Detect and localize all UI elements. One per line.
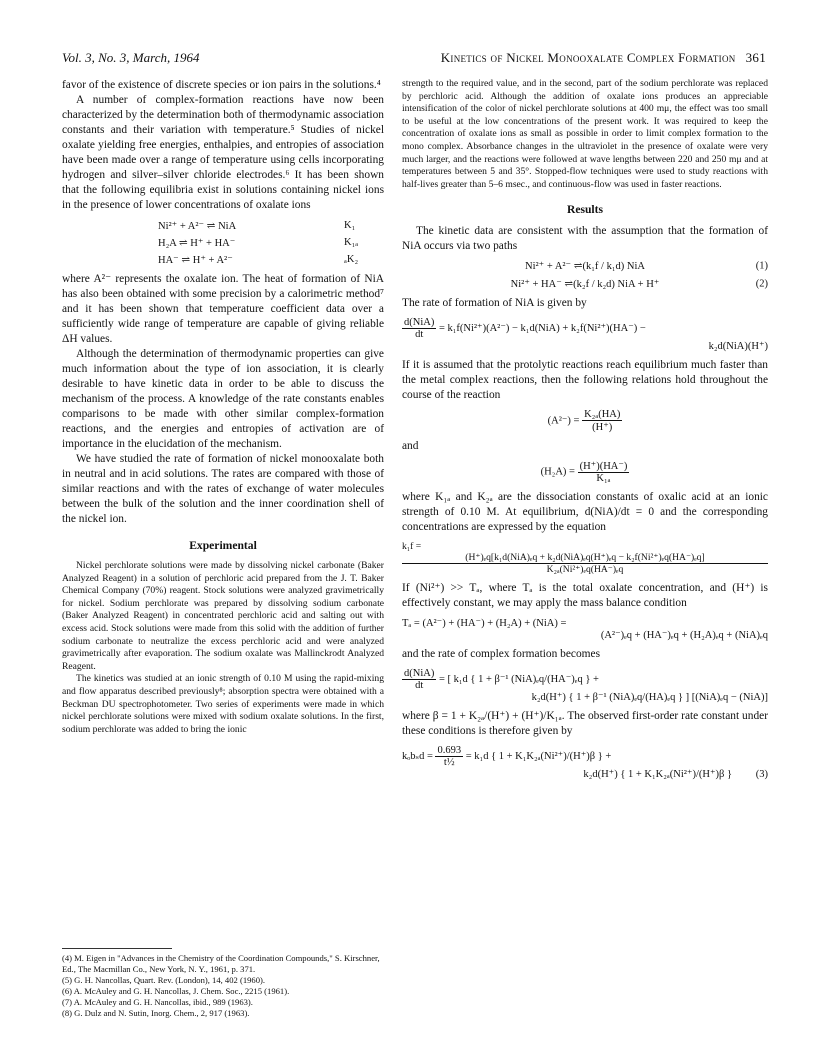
denominator: t½ (443, 757, 455, 769)
fraction (402, 668, 436, 691)
fraction (402, 317, 436, 340)
equation-term: k₁f = (402, 541, 422, 553)
equation-continuation: (A²⁻)ₑq + (HA⁻)ₑq + (H₂A)ₑq + (NiA)ₑq (600, 630, 768, 642)
paragraph: The kinetic data are consistent with the assumption that the formation of NiA occurs via two paths (402, 225, 768, 253)
footnote: (4) M. Eigen in "Advances in the Chemistry of the Coordination Compounds," S. Kirschner, Ed., The Macmillan Co., New York, N. Y., 1961, p. 371. (62, 953, 380, 974)
paragraph: strength to the required value, and in the second, part of the sodium perchlorate was replaced by perchloric acid. Although the addition of oxalate ions produces an appreciable intensification of the color of nickel perchlorate solutions at 400 mμ, the effect was too small to be useful at the low concentrations of the present work. It was required to keep the concentration of oxalate ions as small as possible in order to limit complex formation to the mono complex. Absorbance changes in the ultraviolet in the presence of oxalate were very much larger, and the reactions were followed at wave lengths between 220 and 250 mμ and at temperatures between 5 and 35°. Stopped-flow techniques were used to study reactions with half-lives greater than 5–6 msec., and continuous-flow was used in faster reactions. (402, 78, 768, 190)
section-heading-experimental: Experimental (189, 539, 257, 552)
equation-term: = k₁f(Ni²⁺)(A²⁻) − k₁d(NiA) + k₂f(Ni²⁺)(HA⁻) − (438, 323, 646, 335)
equilibrium-equation: H₂A ⇌ H⁺ + HA⁻ (158, 237, 236, 249)
paragraph: and (402, 440, 419, 453)
fraction (435, 745, 463, 768)
equilibrium-equation: Ni²⁺ + A²⁻ ⇌ NiA (158, 220, 237, 232)
denominator: dt (415, 680, 424, 692)
rate-equation (402, 317, 768, 352)
numerator: d(NiA) (404, 317, 435, 329)
paragraph: We have studied the rate of formation of nickel monooxalate both in neutral and in acid solutions. The rates are compared with those of similar reactions and with the rates of exchange of water molecules between the bulk of the solution and the inner coordination shell of the nickel ion. (62, 453, 384, 525)
equation-term: Tₐ = (A²⁻) + (HA⁻) + (H₂A) + (NiA) = (402, 618, 567, 630)
fraction (578, 460, 630, 484)
right-column (402, 78, 768, 786)
paragraph: A number of complex-formation reactions have now been characterized by the determination both of thermodynamic association constants and their variation with temperature.⁵ Studies of nickel oxalate yielding free energies, enthalpies, and entropies of association have been made over a range of temperature using cells incorporating hydrogen and silver–silver chloride electrodes.⁶ It has been shown that the following equilibria exist in solutions containing nickel ions in the presence of lower concentrations of oxalate ions (62, 94, 384, 211)
equation-2 (402, 278, 768, 290)
paragraph: and the rate of complex formation becomes (402, 648, 600, 661)
equation-term: = k₁d { 1 + K₁K₂ₐ(Ni²⁺)/(H⁺)β } + (465, 751, 612, 763)
paragraph: The rate of formation of NiA is given by (402, 297, 587, 310)
equilibria-block (62, 217, 384, 268)
equilibrium-equation: HA⁻ ⇌ H⁺ + A²⁻ (158, 254, 233, 266)
section-heading-results: Results (566, 203, 604, 217)
complex-formation-rate-equation (402, 668, 768, 703)
denominator: K₂ₐ(Ni²⁺)ₑq(HA⁻)ₑq (546, 564, 624, 576)
k1f-equation (402, 541, 768, 575)
equilibrium-constant: K₁ (344, 220, 356, 231)
equation: Ni²⁺ + HA⁻ ⇌(k₂f / k₂d) NiA + H⁺ (510, 279, 660, 291)
equation-continuation: k₂d(NiA)(H⁺) (708, 341, 768, 353)
journal-volume: Vol. 3, No. 3, March, 1964 (62, 50, 200, 65)
footnote: (6) A. McAuley and G. H. Nancollas, J. Chem. Soc., 2215 (1961). (62, 986, 290, 996)
equation-term: (A²⁻) = (547, 415, 580, 427)
numerator: (H⁺)(HA⁻) (579, 461, 628, 473)
page-number: 361 (745, 50, 766, 65)
equilibrium-row (62, 234, 384, 251)
equilibrium-constant: ₐK₂ (344, 254, 359, 265)
footnote: (7) A. McAuley and G. H. Nancollas, ibid., 989 (1963). (62, 997, 253, 1007)
equation-1 (402, 260, 768, 272)
left-column (62, 78, 384, 736)
paragraph: The kinetics was studied at an ionic strength of 0.10 M using the rapid-mixing and flow apparatus described previously⁸; absorption spectra were obtained with a Beckman DU spectrophotometer. Two series of experiments were made in which nickel perchlorate solutions were mixed with sodium oxalate solutions. In the first, sodium perchlorate was added to bring the ionic (62, 673, 384, 735)
footnotes (62, 948, 384, 1019)
fraction (402, 552, 768, 575)
numerator: 0.693 (437, 745, 462, 757)
fraction (582, 409, 622, 433)
equation-term: = [ k₁d { 1 + β⁻¹ (NiA)ₑq/(HA⁻)ₑq } + (438, 674, 599, 686)
mass-balance-equation (402, 617, 768, 641)
equilibrium-row (62, 217, 384, 234)
footnote: (5) G. H. Nancollas, Quart. Rev. (London), 14, 402 (1960). (62, 975, 266, 985)
equilibrium-constant: K₁ₐ (344, 237, 359, 248)
running-header (62, 50, 766, 70)
equation-3 (402, 745, 768, 780)
denominator: dt (415, 329, 424, 341)
paragraph: Nickel perchlorate solutions were made by dissolving nickel carbonate (Baker Analyzed Reagent) in a solution of perchloric acid prepared from the J. T. Baker Chemical Company (70%) reagent. Stock solutions were analyzed gravimetrically for nickel. Sodium perchlorate was prepared by dissolving sodium carbonate (Baker Analyzed Reagent) in concentrated perchloric acid and salting out with excess acid. Stock solutions were made from this solid with the addition of further sodium carbonate to neutralize the excess perchloric acid and were analyzed gravimetrically after evaporation. The sodium oxalate was Mallinckrodt Analyzed Reagent. (62, 560, 384, 672)
numerator: d(NiA) (404, 668, 435, 680)
paragraph: If (Ni²⁺) >> Tₐ, where Tₐ is the total oxalate concentration, and (H⁺) is effectively constant, we may apply the mass balance condition (402, 582, 768, 610)
footnote: (8) G. Dulz and N. Sutin, Inorg. Chem., 2, 917 (1963). (62, 1008, 250, 1018)
equation-continuation: k₂d(H⁺) { 1 + K₁K₂ₐ(Ni²⁺)/(H⁺)β } (583, 769, 732, 781)
paragraph: where A²⁻ represents the oxalate ion. The heat of formation of NiA has also been obtained with some precision by a calorimetric method⁷ and it has been shown that temperature coefficient data over a sufficiently wide range of temperature are capable of giving reliable ΔH values. (62, 273, 384, 345)
equation-term: (H₂A) = (540, 466, 575, 478)
equation: Ni²⁺ + A²⁻ ⇌(k₁f / k₁d) NiA (525, 261, 645, 273)
paragraph: where β = 1 + K₂ₐ/(H⁺) + (H⁺)/K₁ₐ. The observed first-order rate constant under these conditions is therefore given by (402, 710, 768, 738)
equation-number: (3) (755, 769, 768, 781)
equation-number: (1) (755, 260, 768, 272)
paragraph: Although the determination of thermodynamic properties can give much information about the type of ion association, it is clearly desirable to have kinetic data in order to be able to discuss the mechanism of the process. A knowledge of the rate constants enables comparisons to be made with other similar complex-formation reactions, and the energies and entropies of activation are of importance in the elucidation of the mechanism. (62, 348, 384, 450)
relation-1 (402, 409, 768, 433)
relation-2 (402, 460, 768, 484)
denominator: (H⁺) (592, 422, 613, 434)
equation-number: (2) (755, 278, 768, 290)
equilibrium-row (62, 251, 384, 268)
article-running-title: Kinetics of Nickel Monooxalate Complex Formation (440, 50, 736, 65)
numerator: (H⁺)ₑq[k₁d(NiA)ₑq + k₂d(NiA)ₑq(H⁺)ₑq − k₂f(Ni²⁺)ₑq(HA⁻)ₑq] (402, 552, 768, 564)
paragraph: If it is assumed that the protolytic reactions reach equilibrium much faster than the metal complex reactions, then the following relations hold throughout the course of the reaction (402, 359, 768, 402)
running-title (441, 50, 766, 66)
denominator: K₁ₐ (596, 473, 611, 485)
paragraph: where K₁ₐ and K₂ₐ are the dissociation constants of oxalic acid at an ionic strength of 0.10 M. At equilibrium, d(NiA)/dt = 0 and the corresponding concentrations are expressed by the equation (402, 491, 768, 534)
equation-term: kₒbₛd = (402, 751, 433, 763)
numerator: K₂ₐ(HA) (584, 409, 621, 421)
footnote-rule (62, 948, 172, 949)
paragraph: favor of the existence of discrete species or ion pairs in the solutions.⁴ (62, 79, 381, 91)
equation-continuation: k₂d(H⁺) { 1 + β⁻¹ (NiA)ₑq/(HA)ₑq } ] [(NiA)ₑq − (NiA)] (531, 692, 768, 704)
